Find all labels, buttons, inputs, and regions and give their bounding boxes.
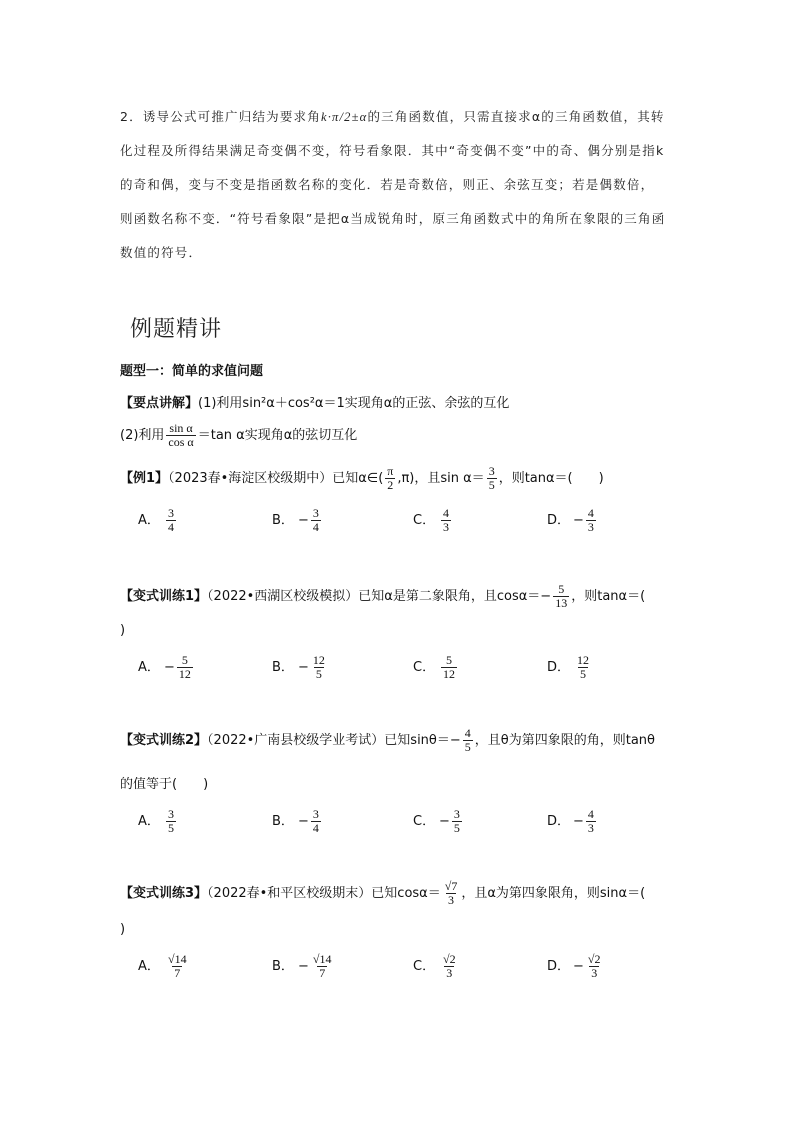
section-heading: 例题精讲 xyxy=(130,317,223,342)
intro-line-5: 数值的符号． xyxy=(120,245,203,260)
option-b: B． − $\frac{√14}{7}$ xyxy=(272,952,332,980)
question-variant-2: 【变式训练2】（2022•广南县校级学业考试）已知sinθ＝− $\frac{4}{5}$ ，且θ为第四象限的角，则tanθ xyxy=(120,726,655,754)
intro-line-1: 2．诱导公式可推广归结为要求角k·π/2±α的三角函数值，只需直接求α的三角函数值，其转 xyxy=(120,109,665,124)
option-d: D． − $\frac{√2}{3}$ xyxy=(547,952,601,980)
keypoint-line-1: 【要点讲解】(1)利用sin²α＋cos²α＝1实现角α的正弦、余弦的互化 xyxy=(120,396,510,411)
intro-line-3: 的奇和偶，变与不变是指函数名称的变化．若是奇数倍，则正、余弦互变；若是偶数倍， xyxy=(120,177,655,192)
option-d: D． − $\frac{4}{3}$ xyxy=(547,506,594,534)
intro-line-2: 化过程及所得结果满足奇变偶不变，符号看象限．其中“奇变偶不变”中的奇、偶分别是指k xyxy=(120,143,665,158)
option-a: A． − $\frac{5}{12}$ xyxy=(138,653,191,681)
question-variant-1: 【变式训练1】（2022•西湖区校级模拟）已知α是第二象限角，且cosα＝− $\frac{5}{13}$ ，则tanα＝( xyxy=(120,582,646,610)
intro-line-4: 则函数名称不变．“符号看象限”是把α当成锐角时，原三角函数式中的角所在象限的三角函 xyxy=(120,211,666,226)
type1-title: 题型一：简单的求值问题 xyxy=(120,364,264,379)
option-c: C． $\frac{4}{3}$ xyxy=(413,506,449,534)
question-example-1: 【例1】（2023春•海淀区校级期中）已知α∈( $\frac{\pi}{2}$ ,π)，且sin α＝ $\frac{3}{5}$ ，则tanα＝( ) xyxy=(120,464,604,492)
question-variant-1-cont: ) xyxy=(120,623,126,638)
option-b: B． − $\frac{3}{4}$ xyxy=(272,807,319,835)
intro-formula: k·π/2±α xyxy=(320,110,368,124)
option-a: A． $\frac{√14}{7}$ xyxy=(138,952,187,980)
option-a: A． $\frac{3}{5}$ xyxy=(138,807,174,835)
question-variant-3-cont: ) xyxy=(120,922,126,937)
question-variant-2-cont: 的值等于( ) xyxy=(120,777,209,792)
option-d: D． − $\frac{4}{3}$ xyxy=(547,807,594,835)
option-c: C． $\frac{5}{12}$ xyxy=(413,653,455,681)
keypoint-fraction: $\frac{\text{sin α}}{\text{cos α}}$ xyxy=(168,421,194,449)
option-d: D． $\frac{12}{5}$ xyxy=(547,653,589,681)
option-a: A． $\frac{3}{4}$ xyxy=(138,506,174,534)
intro-paragraph xyxy=(120,100,675,270)
option-c: C． − $\frac{3}{5}$ xyxy=(413,807,460,835)
option-b: B． − $\frac{12}{5}$ xyxy=(272,653,325,681)
option-b: B． − $\frac{3}{4}$ xyxy=(272,506,319,534)
option-c: C． $\frac{√2}{3}$ xyxy=(413,952,456,980)
keypoint-line-2: (2)利用 $\frac{\text{sin α}}{\text{cos α}}$ ＝tan α实现角α的弦切互化 xyxy=(120,421,358,449)
question-variant-3: 【变式训练3】（2022春•和平区校级期末）已知cosα＝ $\frac{√7}{3}$ ，且α为第四象限角，则sinα＝( xyxy=(120,879,646,907)
